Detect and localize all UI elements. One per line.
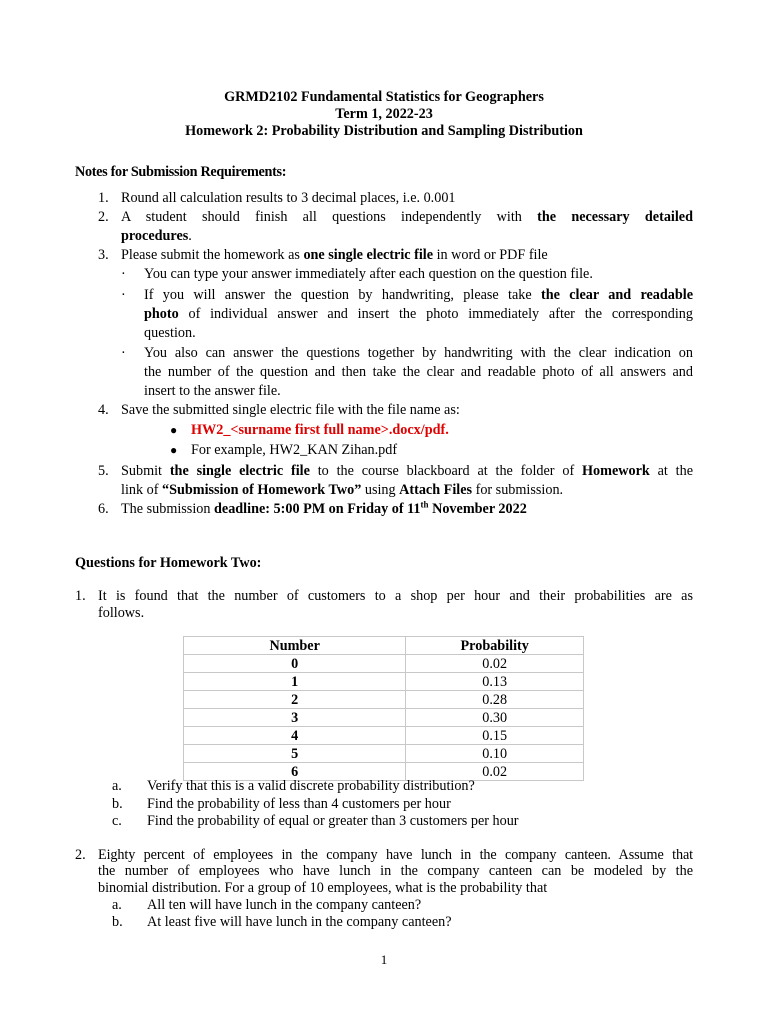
note-3-sub-2-bold-1: the clear and readable <box>541 287 693 303</box>
bullet-dot-icon: ● <box>170 423 178 437</box>
note-3-bold: one single electric file <box>303 247 434 263</box>
bullet-icon: · <box>121 287 126 303</box>
note-6-text <box>121 500 527 519</box>
cell-probability: 0.30 <box>406 709 584 727</box>
bullet-dot-icon: ● <box>170 443 178 457</box>
note-5-post: at the <box>649 463 693 479</box>
note-2-bold-2: procedures <box>121 228 189 244</box>
question-2a-label: a. <box>112 897 122 913</box>
deadline-text: deadline: 5:00 PM on Friday of 11 <box>214 501 421 517</box>
note-5-l2-mid: using <box>361 482 400 498</box>
table-row <box>184 655 584 673</box>
cell-number: 3 <box>184 709 406 727</box>
note-2-number: 2. <box>98 209 109 225</box>
note-5-pre: Submit <box>121 463 170 479</box>
cell-probability: 0.02 <box>406 763 584 781</box>
bullet-icon: · <box>121 345 126 361</box>
probability-table <box>183 636 584 781</box>
table-row <box>184 745 584 763</box>
note-5-number: 5. <box>98 463 109 479</box>
filename-example: For example, HW2_KAN Zihan.pdf <box>191 442 398 458</box>
note-5-bold-1: the single electric file <box>169 463 310 479</box>
note-2-bold: the necessary detailed <box>537 209 693 225</box>
course-title: GRMD2102 Fundamental Statistics for Geographers <box>224 89 544 105</box>
note-1-number: 1. <box>98 190 109 206</box>
note-5-l2-post: for submission. <box>472 482 564 498</box>
table-row <box>184 691 584 709</box>
cell-number: 4 <box>184 727 406 745</box>
note-3-sub-2-line-3: question. <box>144 325 196 341</box>
note-3-pre: Please submit the homework as <box>121 247 304 263</box>
note-5-l2-bold-2: Attach Files <box>399 482 473 498</box>
note-5-mid: to the course blackboard at the folder of <box>309 463 582 479</box>
question-2-number: 2. <box>75 847 86 863</box>
question-2-line-2: the number of employees who have lunch in the company canteen can be modeled by the <box>98 863 693 879</box>
note-3-sub-3-line-1: You also can answer the questions together by handwriting with the clear indication on <box>144 345 693 361</box>
table-row <box>184 673 584 691</box>
note-2-line-2 <box>121 227 192 246</box>
note-4-number: 4. <box>98 402 109 418</box>
cell-probability: 0.13 <box>406 673 584 691</box>
question-1-line-1: It is found that the number of customers to a shop per hour and their probabilities are as <box>98 588 693 604</box>
note-5-line-1 <box>121 462 693 481</box>
note-5-bold-2: Homework <box>582 463 650 479</box>
question-2a-text: All ten will have lunch in the company canteen? <box>147 897 422 913</box>
note-2-pre: A student should finish all questions independently with <box>121 209 538 225</box>
note-2-line-1 <box>121 208 693 227</box>
note-3-sub-2-post: of individual answer and insert the photo immediately after the corresponding <box>178 306 693 322</box>
homework-title: Homework 2: Probability Distribution and Sampling Distribution <box>185 123 583 139</box>
note-5-line-2 <box>121 481 563 500</box>
question-1a-label: a. <box>112 778 122 794</box>
question-1-line-2: follows. <box>98 605 145 621</box>
question-1-number: 1. <box>75 588 86 604</box>
question-1b-label: b. <box>112 796 123 812</box>
cell-probability: 0.15 <box>406 727 584 745</box>
note-5-l2-pre: link of <box>121 482 162 498</box>
cell-probability: 0.28 <box>406 691 584 709</box>
note-3-sub-2-line-2 <box>144 305 693 324</box>
note-6-number: 6. <box>98 501 109 517</box>
question-1c-text: Find the probability of equal or greater than 3 customers per hour <box>147 813 519 829</box>
cell-probability: 0.02 <box>406 655 584 673</box>
question-2-line-1: Eighty percent of employees in the company have lunch in the company canteen. Assume that <box>98 847 693 863</box>
cell-number: 0 <box>184 655 406 673</box>
deadline-end: November 2022 <box>428 501 527 517</box>
question-2b-text: At least five will have lunch in the company canteen? <box>147 914 452 930</box>
question-1a-text: Verify that this is a valid discrete probability distribution? <box>147 778 475 794</box>
note-3-sub-2-bold-2: photo <box>144 306 179 322</box>
question-1b-text: Find the probability of less than 4 customers per hour <box>147 796 451 812</box>
bullet-icon: · <box>121 266 126 282</box>
note-3-text <box>121 246 548 265</box>
page-number: 1 <box>380 952 388 967</box>
notes-heading: Notes for Submission Requirements: <box>75 164 287 180</box>
note-1-text: Round all calculation results to 3 decimal places, i.e. 0.001 <box>121 190 456 206</box>
note-3-sub-2-pre: If you will answer the question by handwriting, please take <box>144 287 542 303</box>
question-2-line-3: binomial distribution. For a group of 10 employees, what is the probability that <box>98 880 548 896</box>
table-row <box>184 709 584 727</box>
deadline-sup: th <box>420 499 429 510</box>
cell-probability: 0.10 <box>406 745 584 763</box>
note-6-pre: The submission <box>121 501 215 517</box>
note-3-post: in word or PDF file <box>433 247 548 263</box>
question-1c-label: c. <box>112 813 122 829</box>
note-2-post: . <box>188 228 192 244</box>
table-header-row <box>184 637 584 655</box>
questions-heading: Questions for Homework Two: <box>75 555 262 571</box>
note-3-sub-2-line-1 <box>144 286 693 305</box>
note-3-sub-1: You can type your answer immediately after each question on the question file. <box>144 266 593 282</box>
cell-number: 1 <box>184 673 406 691</box>
note-3-sub-3-line-3: insert to the answer file. <box>144 383 281 399</box>
term-label: Term 1, 2022-23 <box>335 106 433 122</box>
header-number: Number <box>184 637 406 655</box>
cell-number: 2 <box>184 691 406 709</box>
note-5-l2-bold-1: “Submission of Homework Two” <box>161 482 362 498</box>
note-3-sub-3-line-2: the number of the question and then take the clear and readable photo of all answers and <box>144 364 693 380</box>
cell-number: 6 <box>184 763 406 781</box>
filename-format: HW2_<surname first full name>.docx/pdf. <box>191 422 449 438</box>
header-probability: Probability <box>406 637 584 655</box>
cell-number: 5 <box>184 745 406 763</box>
table-row <box>184 727 584 745</box>
note-4-text: Save the submitted single electric file with the file name as: <box>121 402 460 418</box>
note-3-number: 3. <box>98 247 109 263</box>
question-2b-label: b. <box>112 914 123 930</box>
